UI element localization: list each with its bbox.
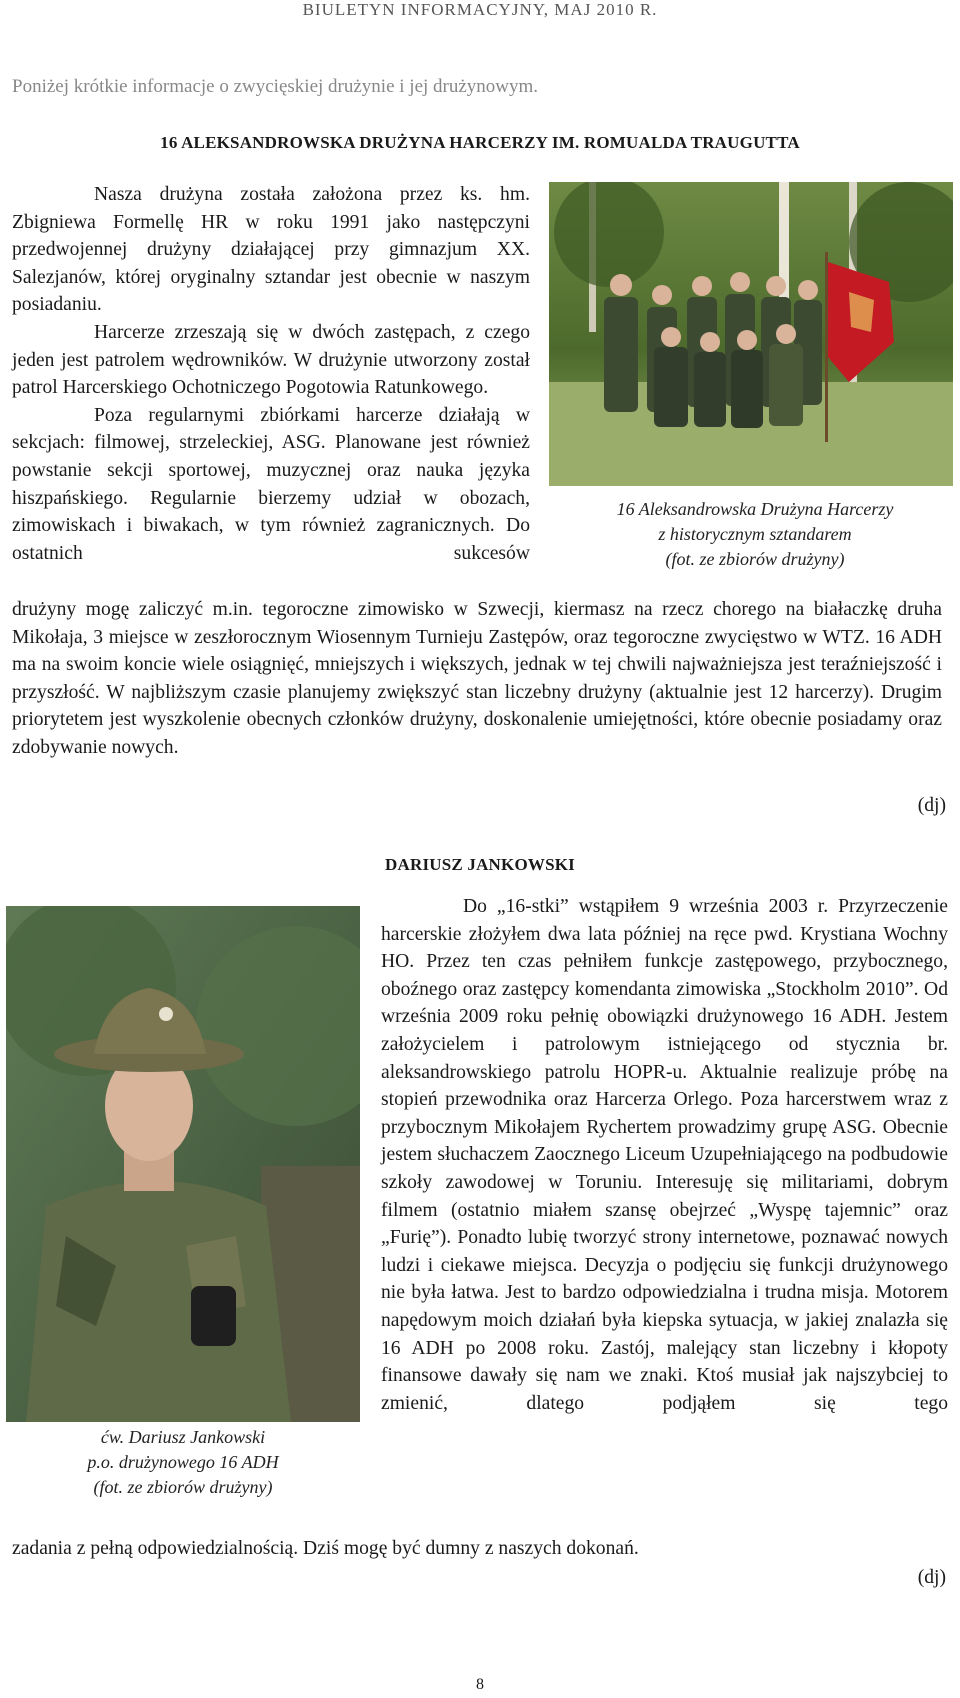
caption-line: z historycznym sztandarem (658, 524, 852, 544)
caption-line: ćw. Dariusz Jankowski (100, 1427, 266, 1447)
article2-continuation (12, 1535, 942, 1563)
caption-line: (fot. ze zbiorów drużyny) (93, 1477, 273, 1497)
article2-paragraph-continued: zadania z pełną odpowiedzialnością. Dziś mogę być dumny z naszych dokonań. (12, 1538, 639, 1559)
intro-text: Poniżej krótkie informacje o zwycięskiej drużynie i jej drużynowym. (12, 76, 539, 97)
article1-title: 16 ALEKSANDROWSKA DRUŻYNA HARCERZY IM. ROMUALDA TRAUGUTTA (160, 133, 800, 152)
article2-title: DARIUSZ JANKOWSKI (385, 855, 575, 874)
team-photo (549, 182, 953, 486)
caption-line: p.o. drużynowego 16 ADH (87, 1452, 279, 1472)
article1-paragraph: Nasza drużyna została założona przez ks. hm. Zbigniewa Formellę HR w roku 1991 jako następczyni przedwojennej drużyny działającej przy gimnazjum XX. Salezjanów, której oryginalny sztandar jest obecnie w naszym posiadaniu. (12, 184, 530, 316)
team-photo-caption (565, 497, 945, 572)
article2-paragraph: Do „16-stki” wstąpiłem 9 września 2003 r. Przyrzeczenie harcerskie złożyłem dwa lata później na ręce pwd. Krystiana Wochny HO. Przez ten czas pełniłem funkcje zastępowego, przybocznego, oboźnego oraz zastępcy komendanta zimowiska „Stockholm 2010”. Od września 2009 roku pełnię obowiązki drużynowego 16 ADH. Jestem założycielem i patrolowym istniejącego od stycznia br. aleksandrowskiego patrolu HOPR-u. Aktualnie realizuje próbę na stopień przewodnika oraz Harcerza Orlego. Poza harcerstwem wraz z przybocznym Mikołajem Rychertem prowadzimy grupę ASG. Obecnie jestem słuchaczem Zaocznego Liceum Uzupełniającego na podbudowie szkoły zawodowej w Toruniu. Interesuję się militariami, dobrym filmem (ostatnio miałem szansę obejrzeć „Wyspę tajemnic” oraz „Furię”). Ponadto lubię tworzyć strony internetowe, poznawać nowych ludzi i ciekawe miejsca. Decyzja o podjęciu się funkcji drużynowego nie była łatwa. Jest to bardzo odpowiedzialna i trudna misja. Motorem napędowym moich działań była kiepska sytuacja, w jakiej znalazła się 16 ADH po 2008 roku. Zastój, malejący stan liczebny i kłopoty finansowe dawały się nam we znaki. Ktoś musiał jak najszybciej to zmienić, dlatego podjąłem się tego (381, 896, 948, 1414)
portrait-photo (6, 906, 360, 1422)
portrait-caption (6, 1425, 360, 1500)
portrait-photo-image (6, 906, 360, 1422)
article1-column (12, 181, 530, 567)
article2-column (381, 893, 948, 1417)
caption-line: 16 Aleksandrowska Drużyna Harcerzy (616, 499, 894, 519)
article2-signature: (dj) (917, 1567, 946, 1588)
article1-signature: (dj) (917, 795, 946, 816)
article1-paragraph: Poza regularnymi zbiórkami harcerze działają w sekcjach: filmowej, strzeleckiej, ASG. Planowane jest również powstanie sekcji sportowej, muzycznej oraz nauka języka hiszpańskiego. Regularnie bierzemy udział w obozach, zimowiskach i biwakach, w tym również zagranicznych. Do ostatnich sukcesów (12, 404, 530, 564)
page-number: 8 (476, 1676, 484, 1693)
caption-line: (fot. ze zbiorów drużyny) (665, 549, 845, 569)
article1-continuation (12, 596, 942, 762)
newsletter-header: BIULETYN INFORMACYJNY, MAJ 2010 R. (302, 0, 658, 19)
article1-paragraph: Harcerze zrzeszają się w dwóch zastępach, z czego jeden jest patrolem wędrowników. W drużynie utworzony został patrol Harcerskiego Ochotniczego Pogotowia Ratunkowego. (12, 321, 530, 399)
team-photo-image (549, 182, 953, 486)
article1-paragraph-continued: drużyny mogę zaliczyć m.in. tegoroczne zimowisko w Szwecji, kiermasz na rzecz chorego na białaczkę druha Mikołaja, 3 miejsce w zeszłorocznym Wiosennym Turnieju Zastępów, oraz tegoroczne zwycięstwo w WTZ. 16 ADH ma na swoim koncie wiele osiągnięć, mniejszych i większych, jednak w tej chwili najważniejsza jest teraźniejszość i przyszłość. W najbliższym czasie planujemy zwiększyć stan liczebny drużyny (aktualnie jest 12 harcerzy). Drugim priorytetem jest wyszkolenie obecnych członków drużyny, doskonalenie umiejętności, które obecnie posiadamy oraz zdobywanie nowych. (12, 599, 942, 758)
